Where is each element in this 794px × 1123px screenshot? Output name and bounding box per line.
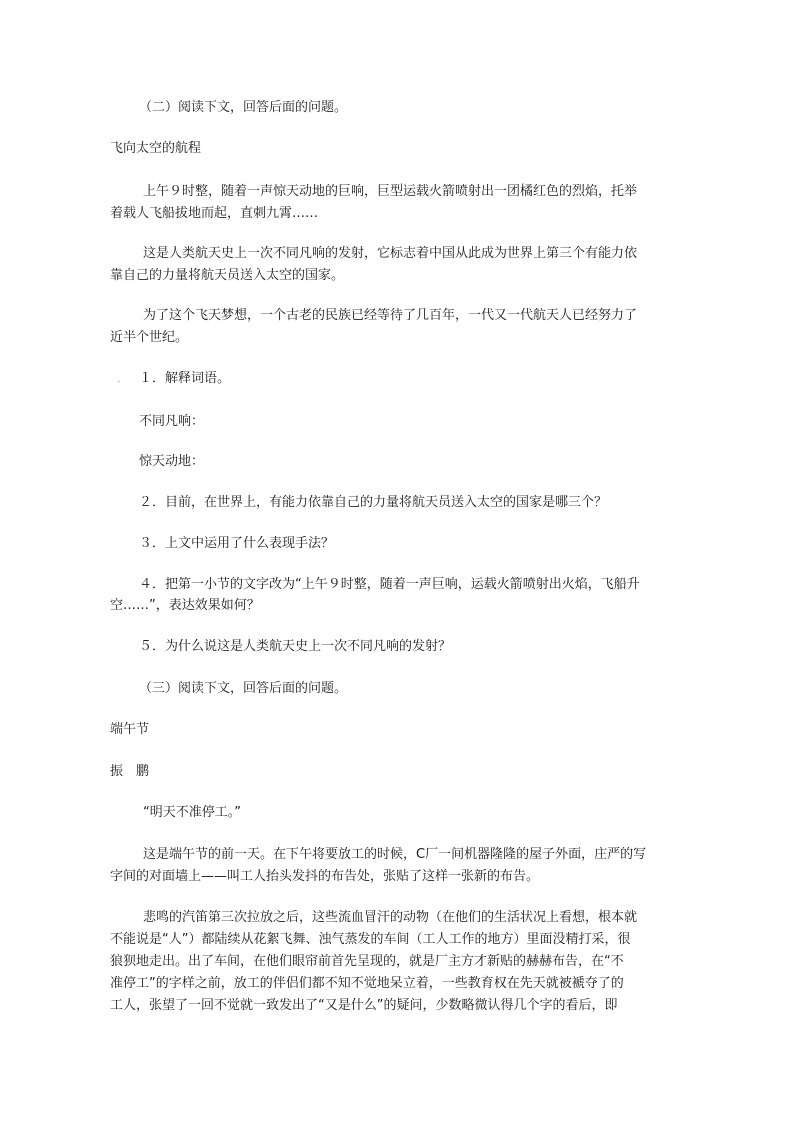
paragraph-line: 工人，张望了一回不觉就一致发出了“又是什么”的疑问，少数略微认得几个字的看后，即 [110,998,618,1013]
story-author: 振 鹏 [110,764,150,779]
question-4-cont: 空……”，表达效果如何？ [110,598,260,613]
question-5: ５．为什么说这是人类航天史上一次不同凡响的发射？ [139,639,452,654]
paragraph-line: 狼狈地走出。出了车间，在他们眼帘前首先呈现的，就是厂主方才新贴的赫赫布告，在“不 [110,954,624,969]
paragraph-line: 悲鸣的汽笛第三次拉放之后，这些流血冒汗的动物（在他们的生活状况上看想，根本就 [143,910,638,925]
paragraph-line: “明天不准停工。” [143,805,241,820]
question-1-term-b: 惊天动地： [139,454,205,469]
section3-heading: （三）阅读下文，回答后面的问题。 [139,681,348,696]
paragraph-line: 靠自己的力量将航天员送入太空的国家。 [110,268,345,283]
question-4: ４．把第一小节的文字改为“上午９时整，随着一声巨响，运载火箭喷射出火焰，飞船升 [139,577,640,592]
paragraph-line: 近半个世纪。 [110,330,189,345]
section2-heading: （二）阅读下文，回答后面的问题。 [139,100,348,115]
paragraph-line: 字间的对面墙上——叫工人抬头发抖的布告处，张贴了这样一张新的布告。 [110,869,540,884]
story-title: 端午节 [110,722,150,737]
margin-mark: . [117,372,121,385]
passage-title: 飞向太空的航程 [110,141,202,156]
paragraph-line: 准停工”的字样之前，放工的伴侣们都不知不觉地呆立着，一些教育权在先天就被褫夺了的 [110,976,624,991]
question-2: ２．目前，在世界上，有能力依靠自己的力量将航天员送入太空的国家是哪三个？ [139,495,608,510]
paragraph-line: 上午９时整，随着一声惊天动地的巨响，巨型运载火箭喷射出一团橘红色的烈焰，托举 [143,184,638,199]
question-1-term-a: 不同凡响： [139,414,205,429]
question-3: ３．上文中运用了什么表现手法？ [139,536,335,551]
paragraph-line: 这是端午节的前一天。在下午将要放工的时候，C厂一间机器隆隆的屋子外面，庄严的写 [143,847,647,862]
paragraph-line: 不能说是“人”）都陆续从花絮飞舞、浊气蒸发的车间（工人工作的地方）里面没精打采，很 [110,932,631,947]
paragraph-line: 为了这个飞天梦想，一个古老的民族已经等待了几百年，一代又一代航天人已经努力了 [143,308,638,323]
question-1: １．解释词语。 [139,371,231,386]
paragraph-line: 着载人飞船拔地而起，直刺九霄…… [110,206,319,221]
paragraph-line: 这是人类航天史上一次不同凡响的发射，它标志着中国从此成为世界上第三个有能力依 [143,246,638,261]
